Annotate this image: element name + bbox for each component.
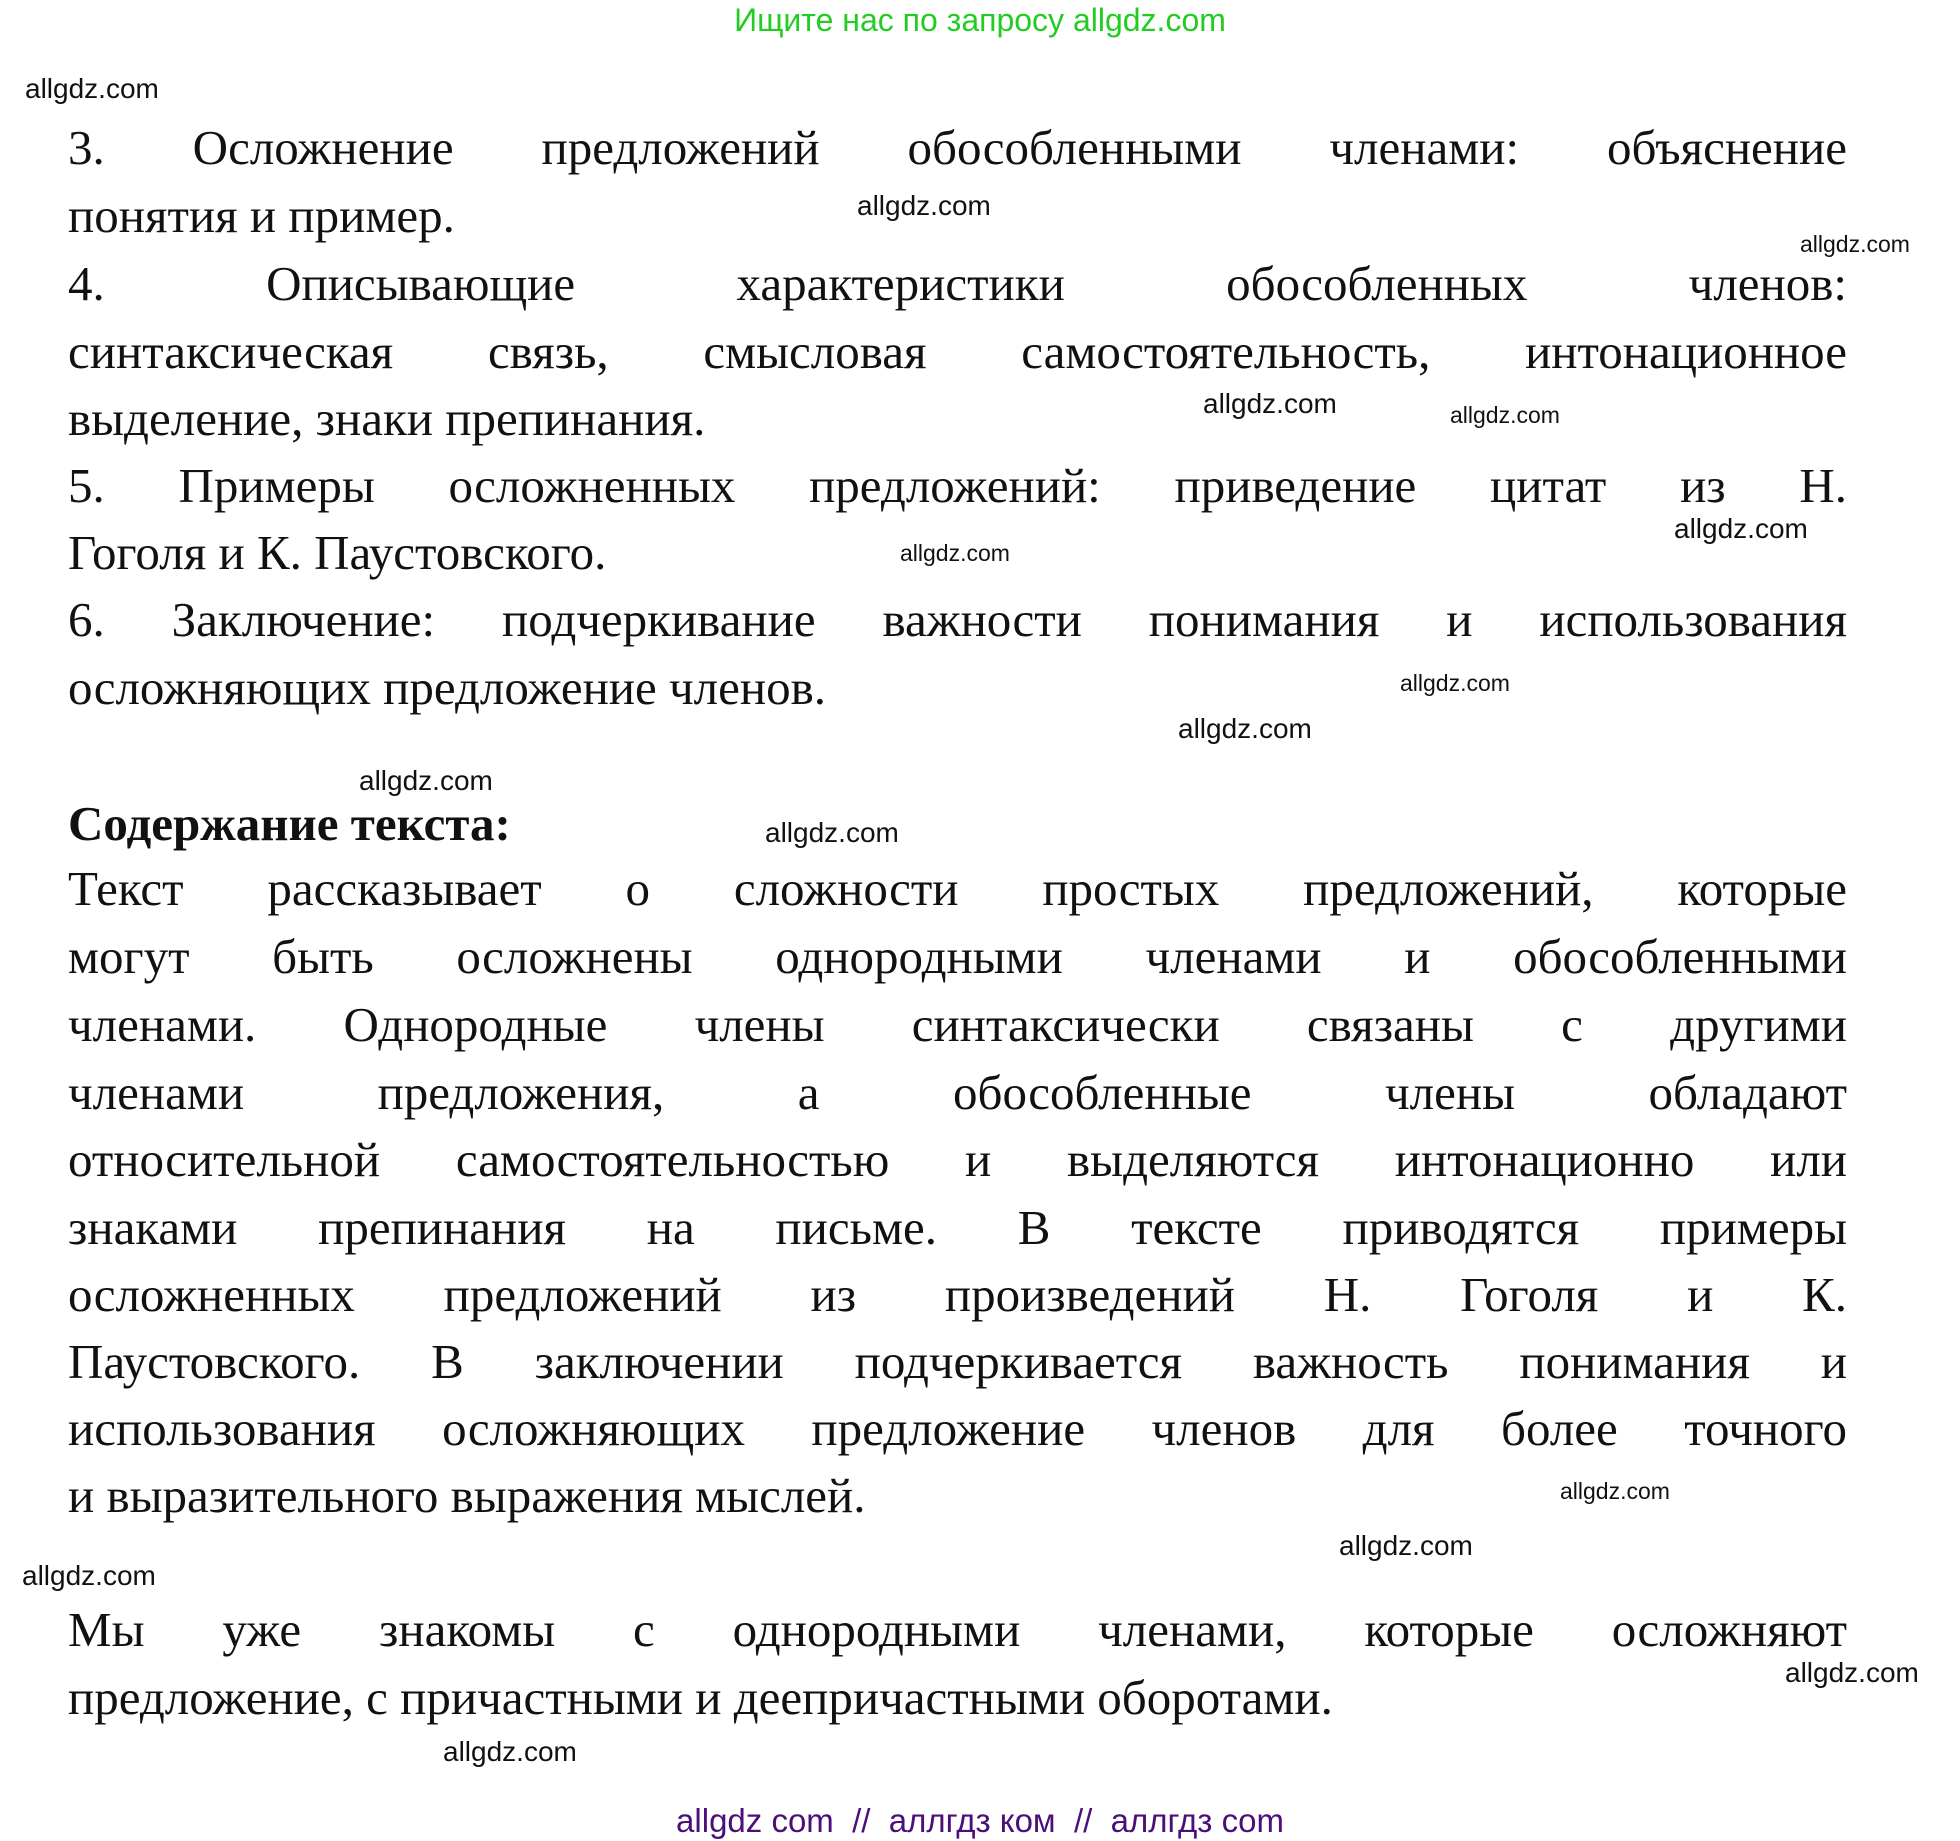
intro-line: Мы уже знакомы с однородными членами, которые осложняют [68,1602,1847,1657]
content-line: знаками препинания на письме. В тексте приводятся примеры [68,1200,1847,1255]
watermark: allgdz.com [1203,388,1337,419]
content-line: относительной самостоятельностью и выделяются интонационно или [68,1132,1847,1187]
watermark: allgdz.com [1560,1478,1670,1504]
watermark: allgdz.com [1400,670,1510,696]
watermark: allgdz.com [1450,402,1560,428]
intro-line: предложение, с причастными и деепричастными оборотами. [68,1670,1333,1725]
plan-item-5-line: Гоголя и К. Паустовского. [68,525,607,580]
watermark: allgdz.com [443,1736,577,1767]
content-line: использования осложняющих предложение членов для более точного [68,1401,1847,1456]
footer-banner: allgdz com // аллгдз ком // аллгдз com [676,1802,1284,1839]
content-line: осложненных предложений из произведений Н. Гоголя и К. [68,1267,1847,1322]
content-line: и выразительного выражения мыслей. [68,1468,866,1523]
watermark: allgdz.com [1339,1530,1473,1561]
plan-item-5-line: 5. Примеры осложненных предложений: приведение цитат из Н. [68,458,1847,513]
plan-item-6-line: 6. Заключение: подчеркивание важности понимания и использования [68,592,1847,647]
content-line: членами предложения, а обособленные члены обладают [68,1065,1847,1120]
watermark: allgdz.com [359,765,493,796]
watermark: allgdz.com [857,190,991,221]
content-line: Паустовского. В заключении подчеркивается важность понимания и [68,1334,1847,1389]
watermark: allgdz.com [1674,513,1808,544]
watermark: allgdz.com [1800,231,1910,257]
plan-item-3-line: 3. Осложнение предложений обособленными членами: объяснение [68,120,1847,175]
content-heading: Содержание текста: [68,796,511,851]
content-line: Текст рассказывает о сложности простых предложений, которые [68,861,1847,916]
watermark: allgdz.com [22,1560,156,1591]
watermark: allgdz.com [25,73,159,104]
plan-item-6-line: осложняющих предложение членов. [68,660,826,715]
watermark: allgdz.com [1785,1657,1919,1688]
content-line: могут быть осложнены однородными членами и обособленными [68,929,1847,984]
plan-item-4-line: выделение, знаки препинания. [68,391,706,446]
plan-item-3-line: понятия и пример. [68,188,455,243]
watermark: allgdz.com [765,817,899,848]
watermark: allgdz.com [900,540,1010,566]
plan-item-4-line: 4. Описывающие характеристики обособленных членов: [68,256,1847,311]
watermark: allgdz.com [1178,713,1312,744]
content-line: членами. Однородные члены синтаксически связаны с другими [68,997,1847,1052]
plan-item-4-line: синтаксическая связь, смысловая самостоятельность, интонационное [68,324,1847,379]
search-banner: Ищите нас по запросу allgdz.com [734,2,1226,38]
